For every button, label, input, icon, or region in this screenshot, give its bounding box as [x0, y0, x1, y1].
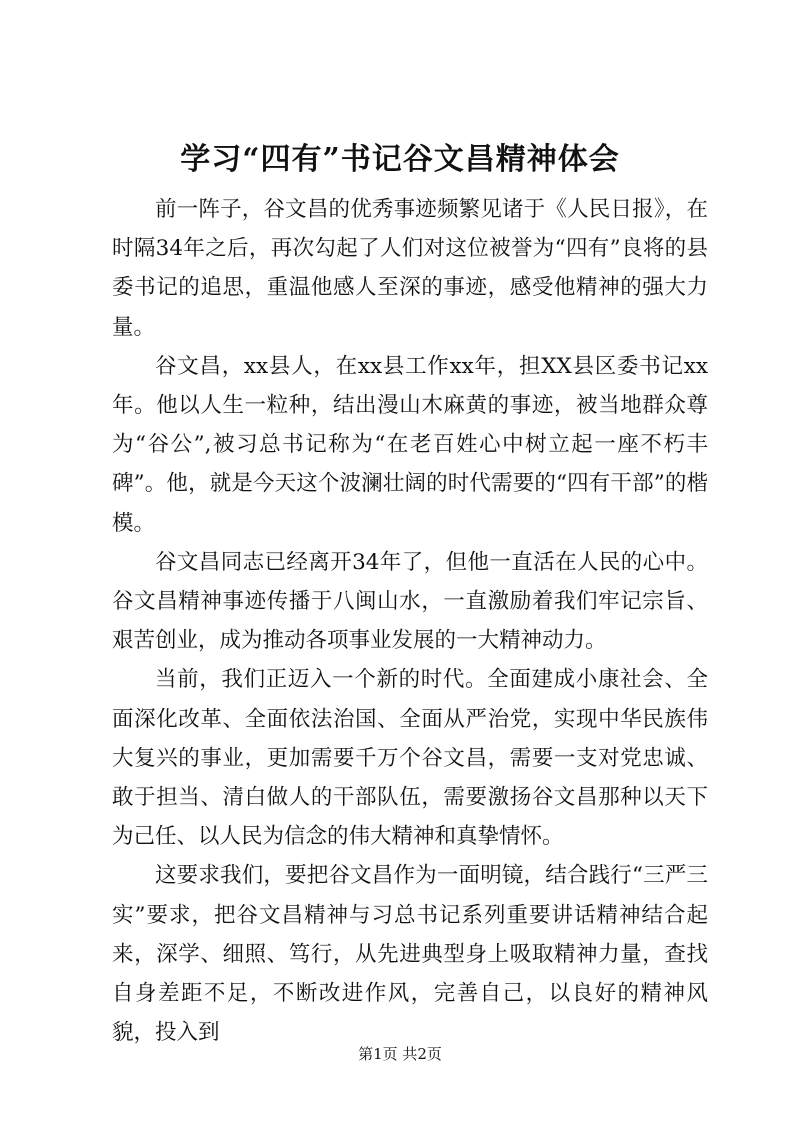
document-title: 学习“四有”书记谷文昌精神体会	[180, 142, 620, 177]
paragraph-2: 谷文昌，xx县人，在xx县工作xx年，担XX县区委书记xx年。他以人生一粒种，结出漫山木麻黄的事迹，被当地群众尊为“谷公”,被习总书记称为“在老百姓心中树立起一座不朽丰碑”。他，就是今天这个波澜壮阔的时代需要的“四有干部”的楷模。	[112, 353, 708, 536]
page-number-footer: 第1页 共2页	[358, 1045, 442, 1063]
paragraph-3: 谷文昌同志已经离开34年了，但他一直活在人民的心中。谷文昌精神事迹传播于八闽山水，一直激励着我们牢记宗旨、艰苦创业，成为推动各项事业发展的一大精神动力。	[112, 549, 708, 654]
paragraph-1: 前一阵子，谷文昌的优秀事迹频繁见诸于《人民日报》，在时隔34年之后，再次勾起了人们对这位被誉为“四有”良将的县委书记的追思，重温他感人至深的事迹，感受他精神的强大力量。	[112, 197, 708, 340]
document-body	[112, 190, 708, 1052]
paragraph-5: 这要求我们，要把谷文昌作为一面明镜，结合践行“三严三实”要求，把谷文昌精神与习总书记系列重要讲话精神结合起来，深学、细照、笃行，从先进典型身上吸取精神力量，查找自身差距不足，不断改进作风，完善自己，以良好的精神风貌，投入到	[112, 863, 708, 1046]
paragraph-4: 当前，我们正迈入一个新的时代。全面建成小康社会、全面深化改革、全面依法治国、全面从严治党，实现中华民族伟大复兴的事业，更加需要千万个谷文昌，需要一支对党忠诚、敢于担当、清白做人的干部队伍，需要激扬谷文昌那种以天下为己任、以人民为信念的伟大精神和真挚情怀。	[112, 667, 708, 850]
